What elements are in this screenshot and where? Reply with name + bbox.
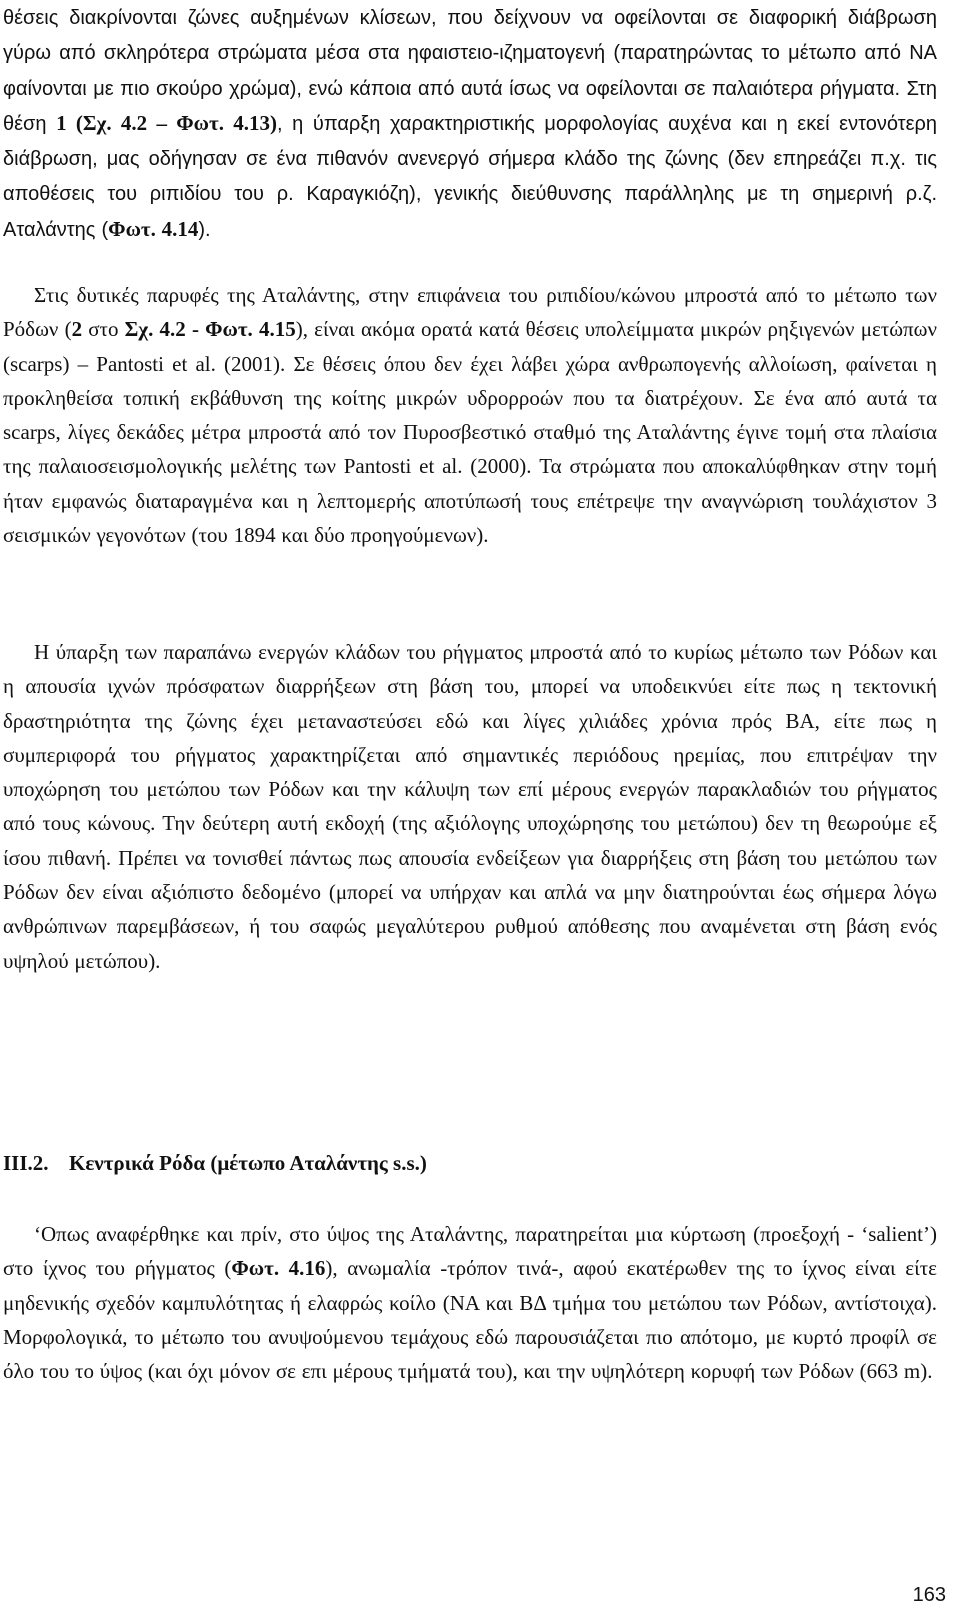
text-run: στο [82, 317, 125, 342]
text-run: Η ύπαρξη των παραπάνω ενεργών κλάδων του ρήγματος μπροστά από το κυρίως μέτωπο των Ρόδων και η απουσία ιχνών πρόσφατων διαρρήξεων στη βάση του, μπορεί να υποδεικνύει είτε πως η τεκτονική δραστηριότητα της ζώνης έχει μεταναστεύσει εδώ και λίγες χιλιάδες χρόνια πρός ΒΑ, είτε πως η συμπεριφορά του ρήγματος χαρακτηρίζεται από σημαντικές περιόδους ηρεμίας, που επιτρέψαν την υποχώρηση του μετώπου των Ρόδων και την κάλυψη των επί μέρους ενεργών παρακλαδιών του ρήγματος από τους κώνους. Την δεύτερη αυτή εκδοχή (της αξιόλογης υποχώρησης του μετώπου) δεν τη θεωρούμε εξ ίσου πιθανή. Πρέπει να τονισθεί πάντως πως απουσία ενδείξεων για διαρρήξεις στη βάση του μετώπου των Ρόδων δεν είναι αξιόπιστο δεδομένο (μπορεί να υπήρχαν και απλά να μην διατηρούνται έως σήμερα λόγω ανθρώπινων παρεμβάσεων, ή του σαφώς μεγαλύτερου ρυθμού απόθεσης που αναμένεται στη βάση ενός υψηλού μετώπου). [3, 640, 937, 973]
body-paragraph-3 [3, 635, 937, 978]
bold-reference: Φωτ. 4.14 [108, 216, 199, 241]
text-run: ), είναι ακόμα ορατά κατά θέσεις υπολείμματα μικρών ρηξιγενών μετώπων (scarps) – Pantosti et al. (2001). Σε θέσεις όπου δεν έχει λάβει χώρα ανθρωπογενής αλλοίωση, φαίνεται η προκληθείσα τοπική εκβάθυνση της κοίτης μικρών υδρορροών που τα διατρέχουν. Σε ένα από αυτά τα scarps, λίγες δεκάδες μέτρα μπροστά από τον Πυροσβεστικό σταθμό της Αταλάντης έγινε τομή στα πλαίσια της παλαιοσεισμολογικής μελέτης των Pantosti et al. (2000). Τα στρώματα που αποκαλύφθηκαν στην τομή ήταν εμφανώς διαταραγμένα και η λεπτομερής αποτύπωσή τους επέτρεψε την αναγνώριση τουλάχιστον 3 σεισμικών γεγονότων (του 1894 και δύο προηγούμενων). [3, 317, 937, 548]
section-title: Κεντρικά Ρόδα (μέτωπο Αταλάντης s.s.) [69, 1151, 427, 1175]
bold-reference: Σχ. 4.2 - Φωτ. 4.15 [124, 317, 296, 342]
section-heading [3, 1148, 427, 1178]
text-run: ‘Οπως αναφέρθηκε και πρίν, στο ύψος της Αταλάντης, παρατηρείται μια κύρτωση (προεξοχή - ‘salient’) στο ίχνος του ρήγματος ( [3, 1222, 937, 1281]
text-run: ), ανωμαλία -τρόπον τινά-, αφού εκατέρωθεν της το ίχνος είναι είτε μηδενικής σχεδόν καμπυλότητας ή ελαφρώς κοίλο (ΝΑ και ΒΔ τμήμα του μετώπου των Ρόδων, αντίστοιχα). Μορφολογικά, το μέτωπο του ανυψούμενου τεμάχους εδώ παρουσιάζεται πιο απότομο, με κυρτό προφίλ σε όλο του το ύψος (και όχι μόνον σε επι μέρους τμήματά του), και την υψηλότερη κορυφή των Ρόδων (663 m). [3, 1256, 937, 1384]
bold-reference: Φωτ. 4.16 [231, 1256, 326, 1281]
body-paragraph-4 [3, 1217, 937, 1388]
bold-reference: 2 [71, 317, 83, 342]
text-run: , η ύπαρξη χαρακτηριστικής μορφολογίας αυχένα και η εκεί εντονότερη διάβρωση, μας οδήγησαν σε ένα πιθανόν ανενεργό σήμερα κλάδο της ζώνης (δεν επηρεάζει π.χ. τις αποθέσεις του ριπιδίου του ρ. Καραγκιόζη), γενικής διεύθυνσης παράλληλης με τη σημερινή ρ.ζ. Αταλάντης ( [3, 112, 937, 241]
body-paragraph-1 [3, 0, 937, 247]
text-run: θέσεις διακρίνονται ζώνες αυξημένων κλίσεων, που δείχνουν να οφείλονται σε διαφορική διάβρωση γύρω από σκληρότερα στρώματα μέσα στα ηφαιστειο-ιζηματογενή (παρατηρώντας το μέτωπο από ΝΑ φαίνονται με πιο σκούρο χρώμα), ενώ κάποια από αυτά ίσως να οφείλονται σε παλαιότερα ρήγματα. Στη θέση [3, 7, 937, 135]
text-run: ). [198, 218, 211, 241]
body-paragraph-2 [3, 278, 937, 552]
bold-reference: 1 (Σχ. 4.2 – Φωτ. 4.13) [56, 110, 277, 135]
text-run: Στις δυτικές παρυφές της Αταλάντης, στην επιφάνεια του ριπιδίου/κώνου μπροστά από το μέτωπο των Ρόδων ( [3, 283, 937, 342]
page-number: 163 [912, 1584, 946, 1606]
section-number: III.2. [3, 1151, 49, 1175]
